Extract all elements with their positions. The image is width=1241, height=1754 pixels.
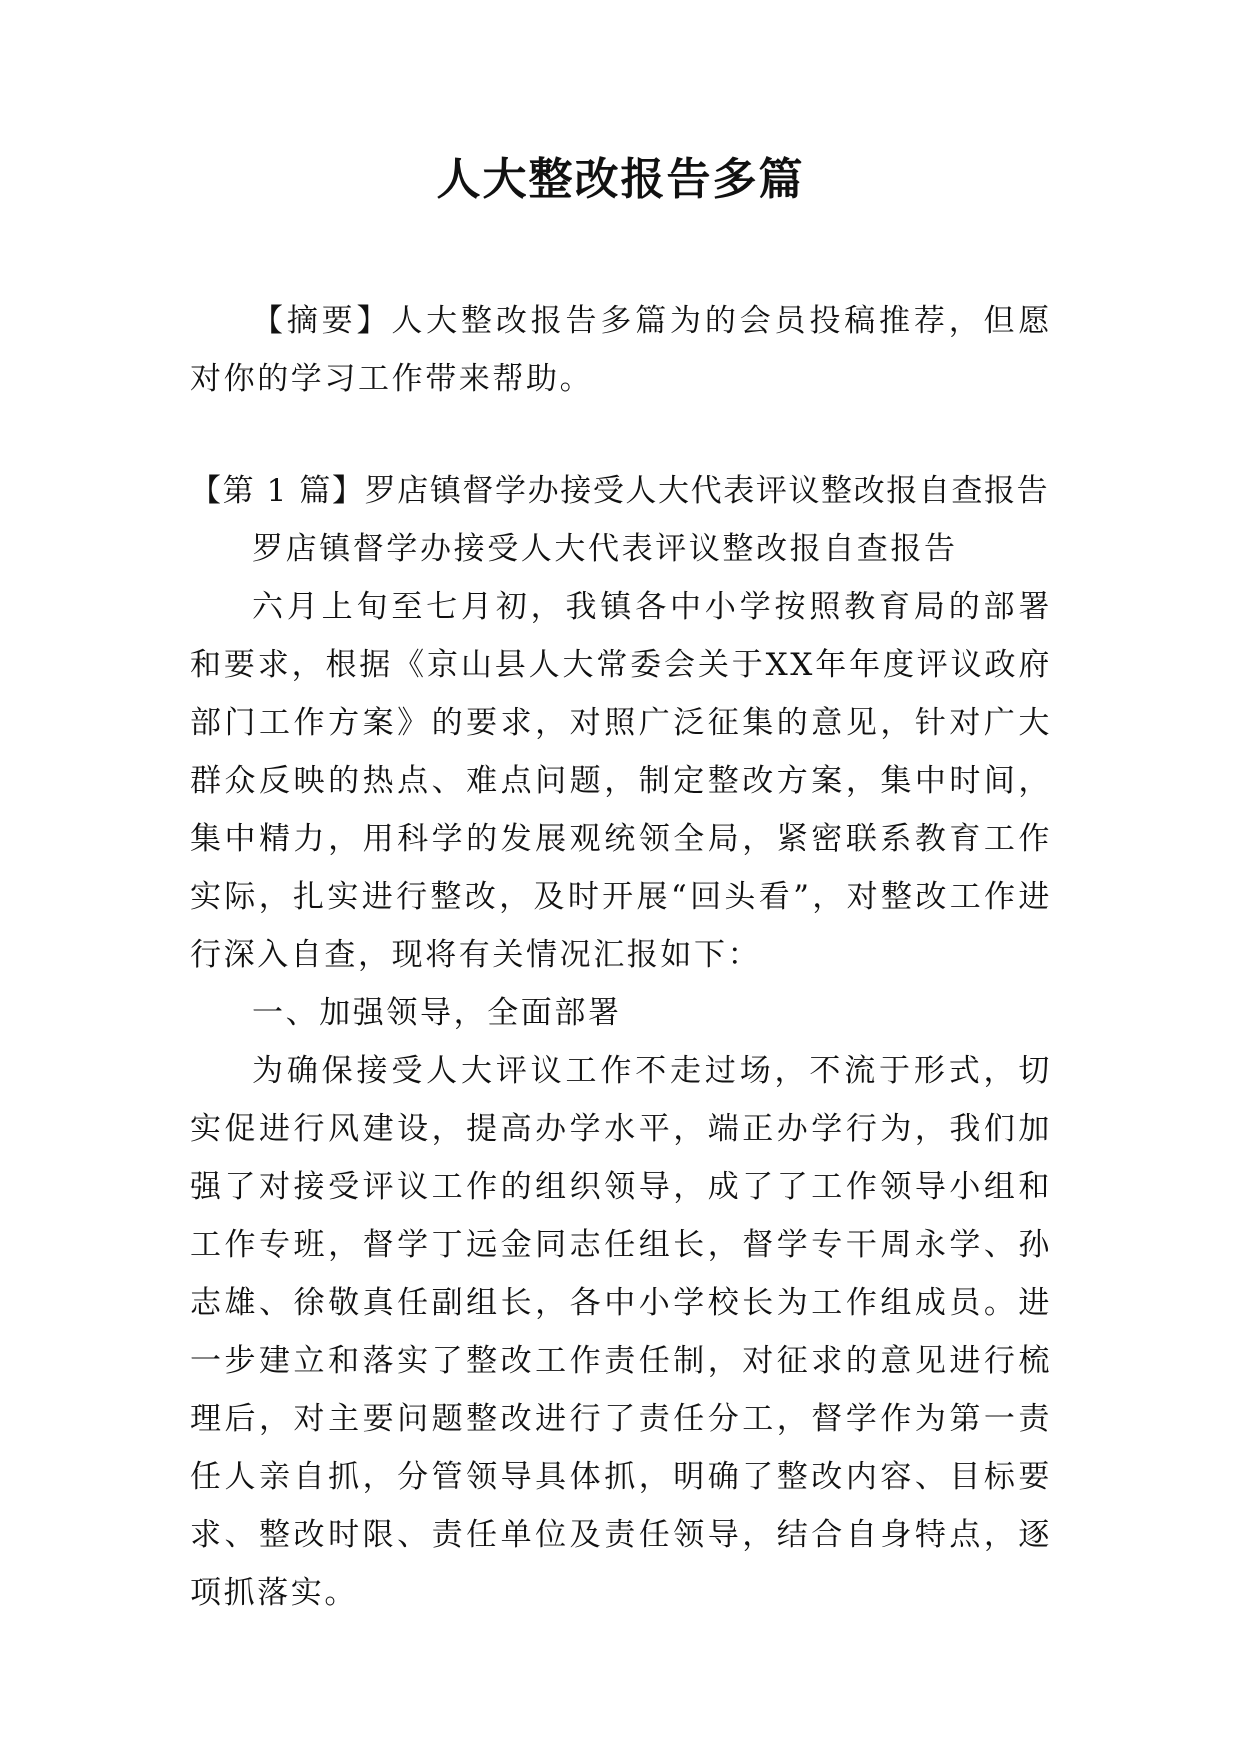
article-heading: 【第 1 篇】罗店镇督学办接受人大代表评议整改报自查报告 [190,473,1050,509]
abstract-paragraph: 【摘要】人大整改报告多篇为的会员投稿推荐，但愿对你的学习工作带来帮助。 [190,303,1052,397]
document-title: 人大整改报告多篇 [436,154,805,205]
abstract-block [190,292,1052,408]
article-body [190,462,1052,1622]
paragraph-intro: 六月上旬至七月初，我镇各中小学按照教育局的部署和要求，根据《京山县人大常委会关于XX年年度评议政府部门工作方案》的要求，对照广泛征集的意见，针对广大群众反映的热点、难点问题，制定整改方案，集中时间，集中精力，用科学的发展观统领全局，紧密联系教育工作实际，扎实进行整改，及时开展“回头看”，对整改工作进行深入自查，现将有关情况汇报如下： [190,589,1052,973]
section-heading: 一、加强领导，全面部署 [252,995,622,1031]
article-subtitle: 罗店镇督学办接受人大代表评议整改报自查报告 [252,531,958,567]
paragraph-section-1: 为确保接受人大评议工作不走过场，不流于形式，切实促进行风建设，提高办学水平，端正办学行为，我们加强了对接受评议工作的组织领导，成了了工作领导小组和工作专班，督学丁远金同志任组长，督学专干周永学、孙志雄、徐敬真任副组长，各中小学校长为工作组成员。进一步建立和落实了整改工作责任制，对征求的意见进行梳理后，对主要问题整改进行了责任分工，督学作为第一责任人亲自抓，分管领导具体抓，明确了整改内容、目标要求、整改时限、责任单位及责任领导，结合自身特点，逐项抓落实。 [190,1053,1052,1611]
